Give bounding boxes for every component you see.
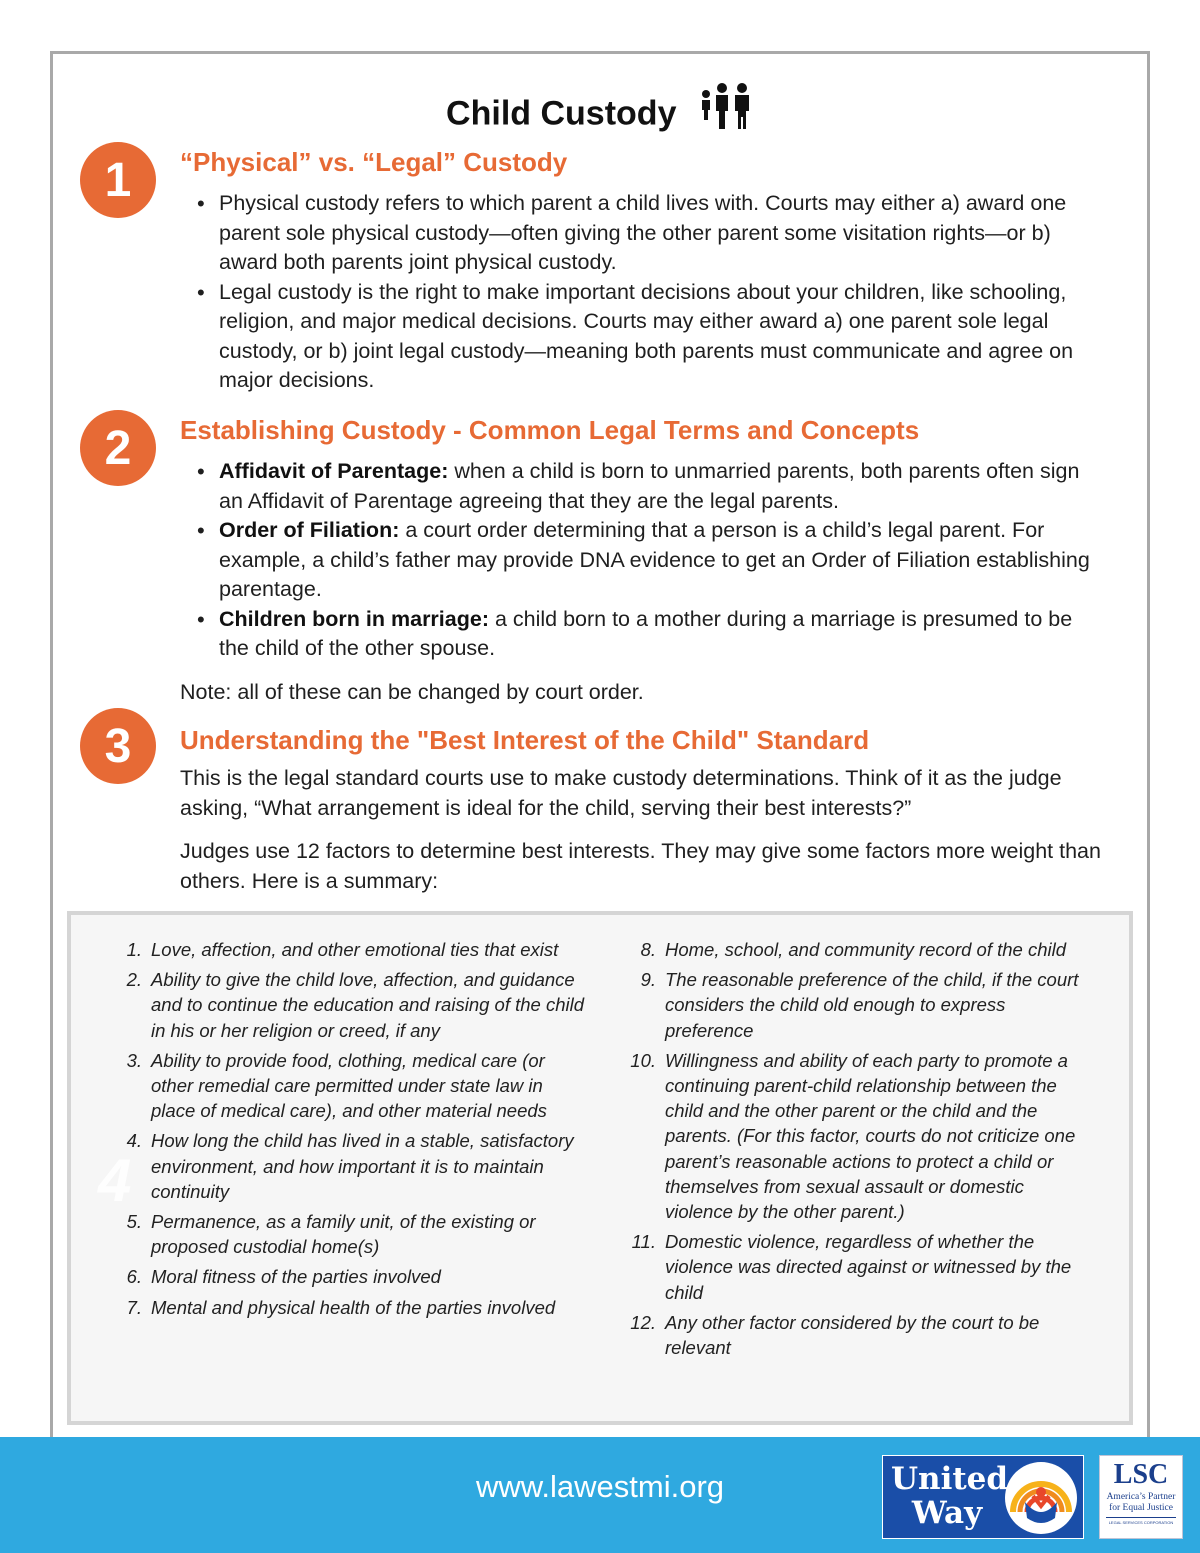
united-way-line-1: United (891, 1461, 1009, 1497)
united-way-line-2: Way (911, 1495, 983, 1531)
list-item (197, 457, 1102, 516)
list-item: 2. Ability to give the child love, affection, and guidance and to continue the education and raising of the child in his or her religion or creed, if any (126, 969, 585, 1041)
list-item: • Physical custody refers to which parent a child lives with. Courts may either a) award one parent sole physical custody—often giving the other parent some visitation rights—or b) award both parents joint physical custody. (197, 189, 1102, 278)
list-item: 6. Moral fitness of the parties involved (126, 1266, 441, 1288)
list-item: 3. Ability to provide food, clothing, medical care (or other remedial care permitted under state law in place of medical care), and other material needs (126, 1049, 547, 1122)
section-1-number: 1 (80, 142, 156, 218)
list-item: 8. Home, school, and community record of the child (640, 939, 1067, 960)
united-way-logo (882, 1455, 1084, 1539)
term-label: Affidavit of Parentage: (219, 459, 449, 483)
factors-list-right (622, 937, 1092, 1365)
united-way-hand-icon (1005, 1462, 1077, 1534)
section-2-number: 2 (80, 410, 156, 486)
list-item: 7. Mental and physical health of the parties involved (126, 1296, 556, 1318)
term-definition: when a child is born to unmarried parents, both parents often sign an Affidavit of Parentage agreeing that they are the legal parents. (219, 459, 1080, 513)
list-item: 1. Love, affection, and other emotional ties that exist (126, 939, 559, 960)
list-item: 11. Domestic violence, regardless of whether the violence was directed against or witnessed by the child (631, 1231, 1072, 1303)
lsc-title: LSC (1113, 1459, 1169, 1490)
section-2-note: Note: all of these can be changed by court order. (180, 680, 644, 704)
section-1-bullets (197, 189, 1102, 396)
list-item: 10. Willingness and ability of each party to promote a continuing parent-child relationship between the child and the other parent or the child and the parents. (For this factor, courts do not criticize one parent’s reasonable actions to protect a child or themselves from sexual assault or domestic violence by the other parent.) (630, 1049, 1076, 1223)
footer-bar (0, 1437, 1200, 1553)
list-item (197, 605, 1102, 664)
section-3-paragraph: Judges use 12 factors to determine best interests. They may give some factors more weight than others. Here is a summary: (180, 839, 1101, 893)
lsc-logo (1099, 1455, 1183, 1539)
term-definition: a court order determining that a person is a child’s legal parent. For example, a child’s father may provide DNA evidence to get an Order of Filiation establishing parentage. (219, 518, 1090, 601)
term-label: Children born in marriage: (219, 606, 489, 631)
section-3-number: 3 (80, 708, 156, 784)
family-icon (698, 82, 754, 141)
factors-list-left (116, 937, 586, 1325)
list-item: 4. How long the child has lived in a stable, satisfactory environment, and how important it is to maintain continuity (126, 1130, 574, 1202)
list-item: • Legal custody is the right to make important decisions about your children, like schooling, religion, and major medical decisions. Courts may either award a) one parent sole legal custody, or b) joint legal custody—meaning both parents must communicate and agree on major decisions. (197, 278, 1102, 396)
list-item (197, 516, 1102, 605)
section-1-heading: “Physical” vs. “Legal” Custody (180, 147, 568, 177)
list-item: 5. Permanence, as a family unit, of the existing or proposed custodial home(s) (126, 1211, 536, 1258)
term-label: Order of Filiation: (219, 518, 400, 542)
list-item: 9. The reasonable preference of the child, if the court considers the child old enough to express preference (640, 969, 1079, 1041)
section-3-paragraph: This is the legal standard courts use to make custody determinations. Think of it as the judge asking, “What arrangement is ideal for the child, serving their best interests?” (180, 766, 1062, 820)
list-item: 12. Any other factor considered by the court to be relevant (630, 1311, 1040, 1359)
section-3-heading: Understanding the "Best Interest of the Child" Standard (180, 725, 870, 755)
lsc-corporation: LEGAL SERVICES CORPORATION (1108, 1520, 1174, 1525)
lsc-tagline: America’s Partner for Equal Justice (1106, 1492, 1176, 1513)
watermark-number: 4 (98, 1147, 132, 1214)
section-2-bullets (197, 457, 1102, 664)
section-2-heading: Establishing Custody - Common Legal Terms and Concepts (180, 415, 920, 445)
page-title: Child Custody (0, 86, 1200, 145)
term-definition: a child born to a mother during a marriage is presumed to be the child of the other spouse. (219, 606, 1073, 660)
website-link[interactable]: www.lawestmi.org (475, 1469, 725, 1504)
